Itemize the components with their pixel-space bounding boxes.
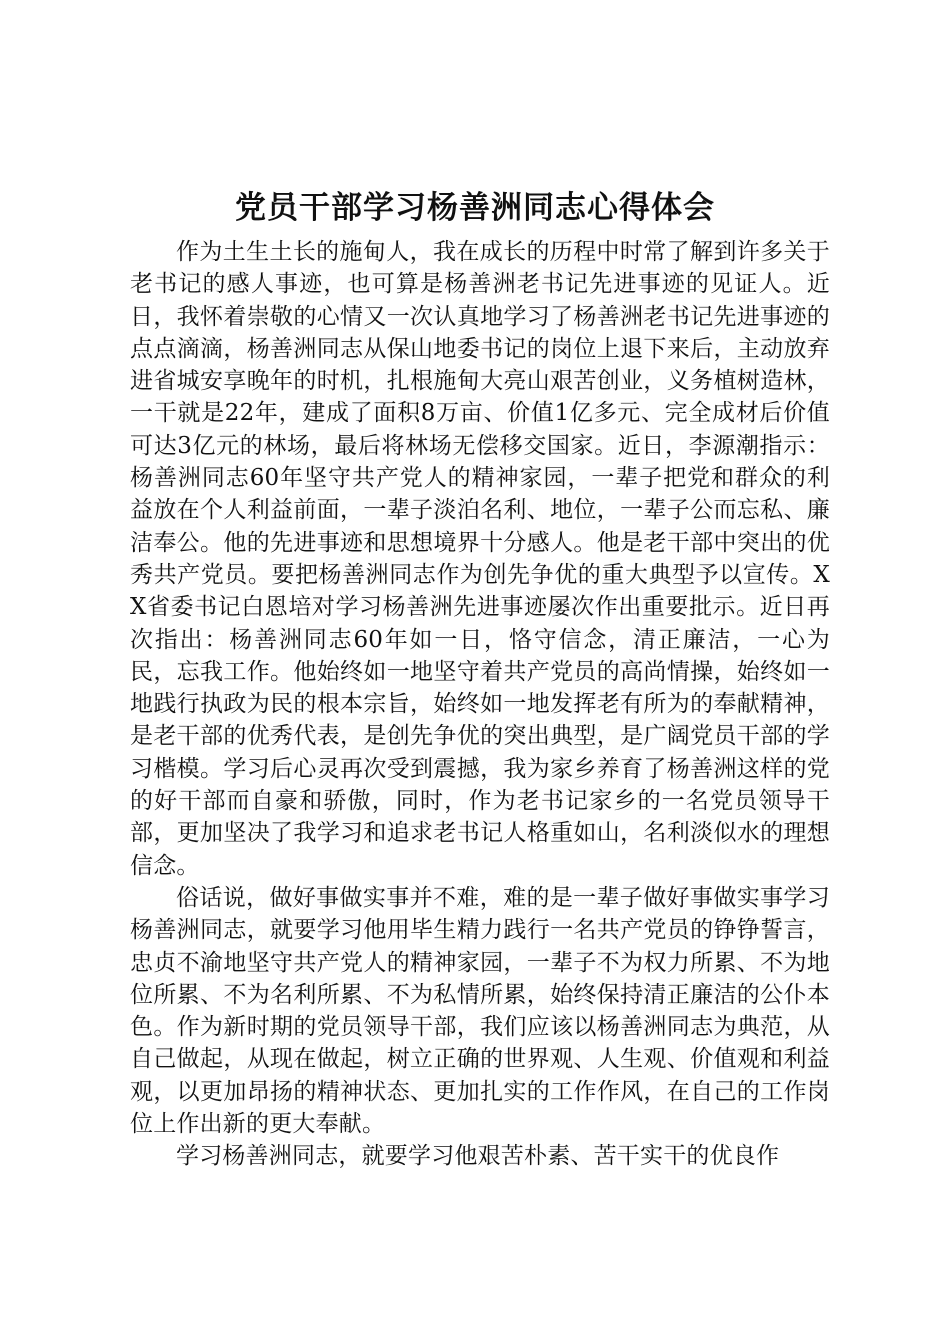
paragraph-3: 学习杨善洲同志，就要学习他艰苦朴素、苦干实干的优良作 xyxy=(176,1143,780,1170)
paragraph-2: 俗话说，做好事做实事并不难，难的是一辈子做好事做实事学习杨善洲同志，就要学习他用毕生精力践行一名共产党员的铮铮誓言，忠贞不渝地坚守共产党人的精神家园，一辈子不为权力所累、不为地位所累、不为名利所累、不为私情所累，始终保持清正廉洁的公仆本色。作为新时期的党员领导干部，我们应该以杨善洲同志为典范，从自己做起，从现在做起，树立正确的世界观、人生观、价值观和利益观，以更加昂扬的精神状态、更加扎实的工作作风，在自己的工作岗位上作出新的更大奉献。 xyxy=(130,884,830,1138)
paragraph-1: 作为土生土长的施甸人，我在成长的历程中时常了解到许多关于老书记的感人事迹，也可算是杨善洲老书记先进事迹的见证人。近日，我怀着崇敬的心情又一次认真地学习了杨善洲老书记先进事迹的点点滴滴，杨善洲同志从保山地委书记的岗位上退下来后，主动放弃进省城安享晚年的时机，扎根施甸大亮山艰苦创业，义务植树造林，一干就是22年，建成了面积8万亩、价值1亿多元、完全成材后价值可达3亿元的林场，最后将林场无偿移交国家。近日，李源潮指示：杨善洲同志60年坚守共产党人的精神家园，一辈子把党和群众的利益放在个人利益前面，一辈子淡泊名利、地位，一辈子公而忘私、廉洁奉公。他的先进事迹和思想境界十分感人。他是老干部中突出的优秀共产党员。要把杨善洲同志作为创先争优的重大典型予以宣传。XX省委书记白恩培对学习杨善洲先进事迹屡次作出重要批示。近日再次指出：杨善洲同志60年如一日，恪守信念，清正廉洁，一心为民，忘我工作。他始终如一地坚守着共产党员的高尚情操，始终如一地践行执政为民的根本宗旨，始终如一地发挥老有所为的奉献精神，是老干部的优秀代表，是创先争优的突出典型，是广阔党员干部的学习楷模。学习后心灵再次受到震撼，我为家乡养育了杨善洲这样的党的好干部而自豪和骄傲，同时，作为老书记家乡的一名党员领导干部，更加坚决了我学习和追求老书记人格重如山，名利淡似水的理想信念。 xyxy=(130,239,830,879)
document-body xyxy=(130,236,830,1173)
document-title: 党员干部学习杨善洲同志心得体会 xyxy=(235,190,715,226)
